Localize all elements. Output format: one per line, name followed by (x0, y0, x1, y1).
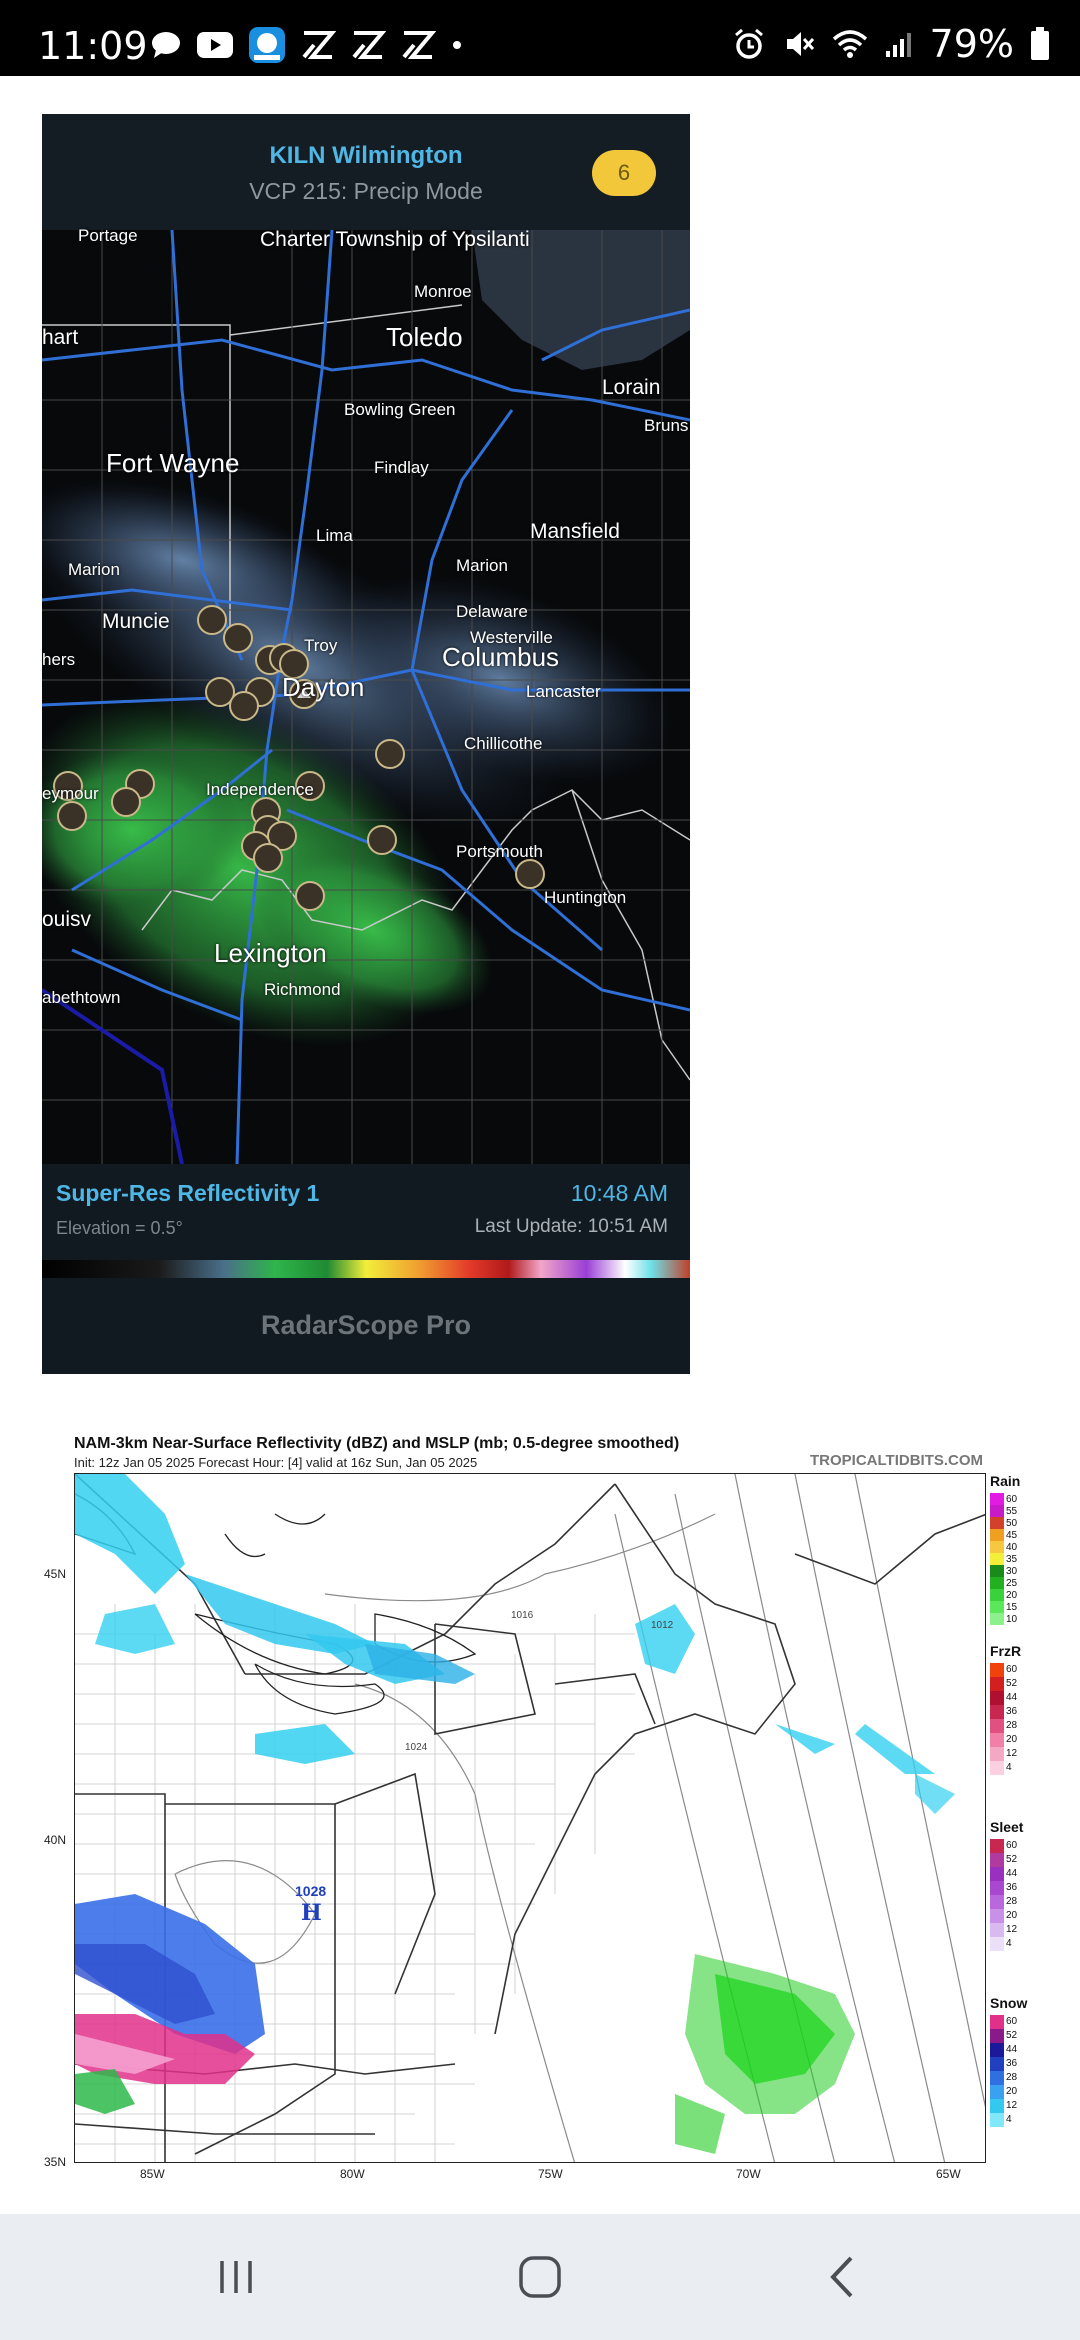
legend-value: 60 (1006, 1840, 1018, 1851)
map-place-label: Fort Wayne (106, 448, 240, 478)
map-place-label: Lancaster (526, 682, 601, 701)
wifi-icon (832, 29, 868, 59)
legend-value: 20 (1006, 1910, 1018, 1921)
radar-screenshot-card[interactable] (42, 114, 690, 1374)
legend-value: 36 (1006, 1882, 1018, 1893)
map-place-label: Columbus (442, 642, 560, 672)
legend-value: 36 (1006, 1706, 1018, 1717)
chat-bubble-icon (150, 30, 182, 60)
radar-scan-time: 10:48 AM (570, 1180, 668, 1206)
home-icon (517, 2254, 563, 2300)
recent-apps-button[interactable] (196, 2244, 276, 2310)
back-button[interactable] (802, 2244, 882, 2310)
nam-title: NAM-3km Near-Surface Reflectivity (dBZ) and MSLP (mb; 0.5-degree smoothed) (74, 1435, 680, 1452)
map-place-label: Marion (456, 556, 508, 575)
legend-value: 28 (1006, 1896, 1018, 1907)
legend-value: 52 (1006, 1854, 1018, 1865)
lon-label-75w: 75W (538, 2167, 563, 2181)
legend-value: 4 (1006, 1938, 1012, 1949)
legend-value: 60 (1006, 1494, 1018, 1505)
legend-value: 15 (1006, 1602, 1018, 1613)
signal-icon (884, 29, 914, 59)
legend-title-sleet: Sleet (990, 1819, 1024, 1835)
isobar-label: 1012 (651, 1620, 674, 1631)
legend-value: 36 (1006, 2058, 1018, 2069)
high-pressure-letter: H (301, 1900, 322, 1926)
radar-map (42, 226, 690, 1280)
youtube-icon (196, 31, 234, 59)
status-bar (0, 0, 1080, 76)
legend-value: 12 (1006, 1748, 1018, 1759)
isobar-label: 1024 (405, 1742, 428, 1753)
legend-value: 25 (1006, 1578, 1018, 1589)
nam-source-credit: TROPICALTIDBITS.COM (810, 1452, 984, 1469)
status-time: 11:09 (38, 24, 148, 68)
legend-value: 60 (1006, 1664, 1018, 1675)
map-place-label: Chillicothe (464, 734, 543, 753)
alarm-icon (732, 27, 766, 61)
radar-footer (42, 1164, 690, 1374)
map-place-label: Monroe (414, 282, 472, 301)
home-button[interactable] (500, 2244, 580, 2310)
more-dot-icon (450, 38, 464, 52)
legend-swatch-sleet (990, 1839, 1004, 1951)
radar-vcp-mode: VCP 215: Precip Mode (249, 178, 483, 204)
legend-value: 10 (1006, 1614, 1018, 1625)
lat-label-45n: 45N (44, 1567, 67, 1581)
legend-swatch-snow (990, 2015, 1004, 2127)
legend-value: 28 (1006, 1720, 1018, 1731)
legend-swatch-frzr (990, 1663, 1004, 1775)
map-place-label: Richmond (264, 980, 341, 999)
legend-value: 12 (1006, 1924, 1018, 1935)
legend-value: 40 (1006, 1542, 1018, 1553)
nam-legend (990, 1473, 1050, 2173)
legend-value: 52 (1006, 2030, 1018, 2041)
radar-elevation: Elevation = 0.5° (56, 1218, 183, 1238)
legend-value: 45 (1006, 1530, 1018, 1541)
status-right (732, 22, 1050, 66)
x-app-icon-2 (350, 29, 386, 61)
high-pressure-value: 1028 (295, 1883, 327, 1899)
lon-label-70w: 70W (736, 2167, 761, 2181)
map-place-label: Lorain (602, 376, 661, 399)
lon-label-85w: 85W (140, 2167, 165, 2181)
legend-value: 20 (1006, 1734, 1018, 1745)
legend-value: 20 (1006, 1590, 1018, 1601)
legend-value: 44 (1006, 1868, 1018, 1879)
isobar-label: 1016 (511, 1610, 534, 1621)
map-place-label: Lexington (214, 938, 327, 968)
lon-label-65w: 65W (936, 2167, 961, 2181)
legend-value: 44 (1006, 1692, 1018, 1703)
map-place-label: Bowling Green (344, 400, 456, 419)
legend-value: 28 (1006, 2072, 1018, 2083)
map-place-label: Muncie (102, 610, 170, 633)
nam-map-graphic (75, 1474, 986, 2163)
map-place-label: ouisv (42, 908, 92, 931)
legend-title-snow: Snow (990, 1995, 1028, 2011)
map-place-label: hers (42, 650, 76, 669)
legend-value: 44 (1006, 2044, 1018, 2055)
map-place-label: Troy (304, 636, 338, 655)
legend-value: 30 (1006, 1566, 1018, 1577)
legend-title-frzr: FrzR (990, 1643, 1022, 1659)
reflectivity-color-bar (42, 1258, 690, 1280)
battery-icon (1030, 27, 1050, 61)
legend-value: 4 (1006, 1762, 1012, 1773)
map-place-label: Marion (68, 560, 120, 579)
battery-percent: 79% (929, 22, 1014, 66)
map-place-label: Portsmouth (456, 842, 543, 861)
legend-swatch-rain (990, 1493, 1004, 1627)
app-badge-icon (248, 26, 286, 64)
x-app-icon-3 (400, 29, 436, 61)
system-nav-bar (0, 2214, 1080, 2340)
map-place-label: Delaware (456, 602, 528, 621)
map-place-label: Dayton (282, 672, 365, 702)
map-place-label: Charter Township of Ypsilanti (260, 228, 530, 251)
legend-value: 12 (1006, 2100, 1018, 2111)
map-place-label: Toledo (386, 322, 463, 352)
nam-map (74, 1473, 986, 2163)
map-place-label: Independence (206, 780, 314, 799)
legend-value: 35 (1006, 1554, 1018, 1565)
map-place-label: Mansfield (530, 520, 620, 543)
map-place-label: Huntington (544, 888, 627, 907)
legend-value: 60 (1006, 2016, 1018, 2027)
legend-value: 4 (1006, 2114, 1012, 2125)
radarscope-brand: RadarScope Pro (260, 1310, 472, 1340)
map-place-label: Lima (316, 526, 353, 545)
nam-init-line: Init: 12z Jan 05 2025 Forecast Hour: [4] valid at 16z Sun, Jan 05 2025 (74, 1455, 478, 1470)
legend-value: 52 (1006, 1678, 1018, 1689)
radar-last-update: Last Update: 10:51 AM (474, 1216, 668, 1237)
map-place-label: Findlay (374, 458, 429, 477)
radar-alert-badge: 6 (592, 150, 656, 196)
mute-icon (782, 27, 816, 61)
legend-value: 50 (1006, 1518, 1018, 1529)
recent-apps-icon (214, 2257, 258, 2297)
lon-label-80w: 80W (340, 2167, 365, 2181)
legend-title-rain: Rain (990, 1473, 1021, 1489)
map-place-label: eymour (42, 784, 99, 803)
legend-value: 20 (1006, 2086, 1018, 2097)
x-app-icon (300, 29, 336, 61)
map-place-label: abethtown (42, 988, 121, 1007)
legend-value: 55 (1006, 1506, 1018, 1517)
lat-label-35n: 35N (44, 2155, 67, 2169)
map-place-label: Portage (78, 226, 138, 245)
map-place-label: Westerville (470, 628, 553, 647)
lat-label-40n: 40N (44, 1833, 67, 1847)
radar-product-name[interactable]: Super-Res Reflectivity 1 (56, 1180, 320, 1206)
radar-header (42, 114, 690, 230)
map-place-label: Bruns (644, 416, 689, 435)
notification-icons (150, 26, 464, 64)
nam-model-image[interactable] (30, 1425, 1050, 2185)
back-icon (827, 2254, 857, 2300)
radar-station-name: KILN Wilmington (269, 142, 463, 169)
map-place-label: hart (42, 326, 79, 349)
